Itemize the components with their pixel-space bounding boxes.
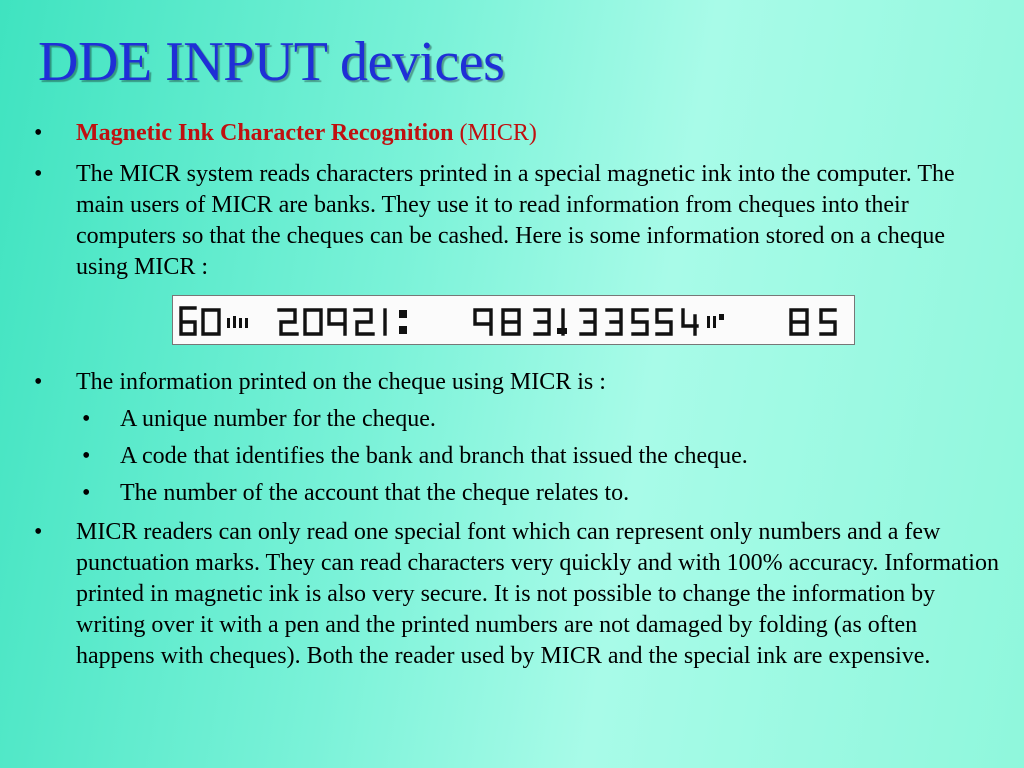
bullet-heading-micr: [30, 118, 1000, 149]
sub-bullet-text: A unique number for the cheque.: [120, 406, 436, 432]
bullet-paragraph-3: [30, 517, 1000, 672]
sub-bullet-text: The number of the account that the cheque relates to.: [120, 480, 630, 506]
slide-title: DDE INPUT devices: [38, 31, 505, 93]
bullet-dot: •: [82, 480, 91, 506]
sub-bullet-item: [30, 478, 1000, 509]
micr-cheque-line-image: [172, 295, 855, 345]
slide-content: [30, 118, 1000, 672]
sub-bullet-item: [30, 404, 1000, 435]
bullet-dot: •: [82, 443, 91, 469]
heading-bold-text: Magnetic Ink Character Recognition: [76, 120, 454, 146]
sub-bullet-item: [30, 441, 1000, 472]
heading-paren-text: (MICR): [459, 120, 537, 146]
bullet-paragraph-1: [30, 159, 1000, 283]
bullet-dot: •: [34, 519, 43, 545]
paragraph-1-text: The MICR system reads characters printed in a special magnetic ink into the computer. The main users of MICR are banks. They use it to read information from cheques into their computers so that the cheques can be cashed. Here is some information stored on a cheque using MICR :: [76, 161, 955, 280]
bullet-dot: •: [82, 406, 91, 432]
sub-bullet-text: A code that identifies the bank and branch that issued the cheque.: [120, 443, 748, 469]
bullet-dot: •: [34, 369, 43, 395]
paragraph-2-text: The information printed on the cheque using MICR is :: [76, 369, 606, 395]
paragraph-3-text: MICR readers can only read one special font which can represent only numbers and a few punctuation marks. They can read characters very quickly and with 100% accuracy. Information printed in magnetic ink is also very secure. It is not possible to change the information by writing over it with a pen and the printed numbers are not damaged by folding (as often happens with cheques). Both the reader used by MICR and the special ink are expensive.: [76, 519, 999, 669]
bullet-dot: •: [34, 161, 43, 187]
bullet-dot: •: [34, 120, 43, 146]
bullet-paragraph-2: [30, 367, 1000, 398]
